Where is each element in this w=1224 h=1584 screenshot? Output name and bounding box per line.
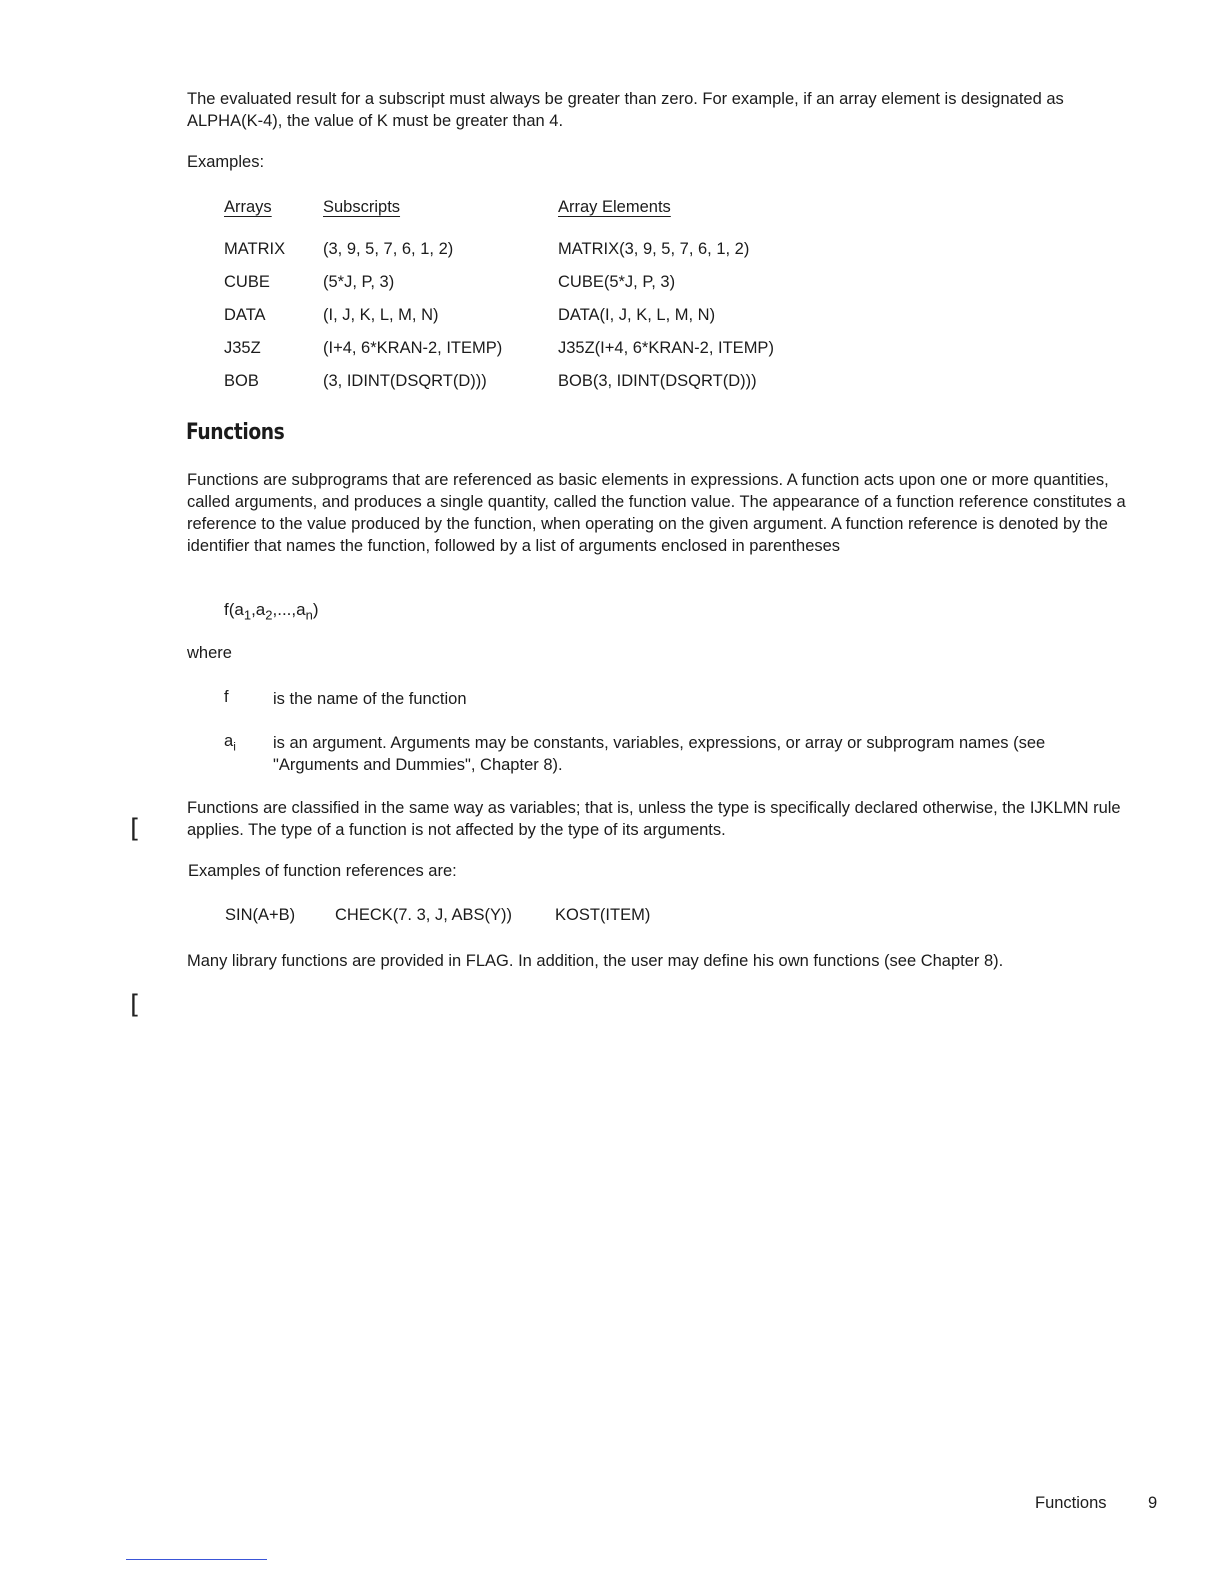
column-header-subscripts: Subscripts	[323, 198, 401, 216]
array-element-cell: CUBE(5*J, P, 3)	[558, 273, 676, 291]
array-element-cell: J35Z(I+4, 6*KRAN-2, ITEMP)	[558, 339, 774, 357]
array-name-cell: MATRIX	[224, 240, 286, 258]
table-row	[224, 337, 844, 359]
where-label: where	[187, 644, 232, 662]
array-element-cell: BOB(3, IDINT(DSQRT(D)))	[558, 372, 757, 390]
function-example: SIN(A+B)	[225, 906, 296, 924]
table-row	[224, 304, 844, 326]
section-heading: Functions	[186, 420, 285, 445]
examples-label: Examples:	[187, 153, 265, 171]
subscript-cell: (3, 9, 5, 7, 6, 1, 2)	[323, 240, 454, 258]
formula-subscript: 1	[243, 607, 252, 623]
array-name-cell: CUBE	[224, 273, 270, 291]
subscript-cell: (I+4, 6*KRAN-2, ITEMP)	[323, 339, 503, 357]
footer-page-number: 9	[1148, 1494, 1158, 1512]
margin-change-mark: [	[130, 990, 141, 1020]
footer-section-title: Functions	[1035, 1494, 1107, 1512]
subscript-cell: (3, IDINT(DSQRT(D)))	[323, 372, 487, 390]
functions-paragraph: Functions are subprograms that are referenced as basic elements in expressions. A function acts upon one or more quantities, called arguments, and produces a single quantity, called the function value. The appearance of a function reference constitutes a reference to the value produced by the function, when operating on the given argument. A function reference is denoted by the identifier that names the function, followed by a list of arguments enclosed in parentheses	[187, 471, 1126, 555]
formula-separator: ,...,a	[272, 600, 306, 619]
definition-term	[224, 732, 236, 753]
array-name-cell: DATA	[224, 306, 266, 324]
table-row	[224, 238, 844, 260]
formula-subscript: 2	[265, 607, 273, 623]
function-example: CHECK(7. 3, J, ABS(Y))	[335, 906, 512, 924]
column-header-array-elements: Array Elements	[558, 198, 671, 216]
table-header-row	[224, 196, 844, 218]
table-row	[224, 271, 844, 293]
array-name-cell: BOB	[224, 372, 259, 390]
table-row	[224, 370, 844, 392]
array-element-cell: DATA(I, J, K, L, M, N)	[558, 306, 716, 324]
column-header-arrays: Arrays	[224, 198, 272, 216]
subscript-cell: (5*J, P, 3)	[323, 273, 395, 291]
formula-separator: ,a	[251, 600, 266, 619]
definition-term-subscript: i	[233, 739, 236, 754]
bottom-rule	[126, 1559, 267, 1560]
array-element-cell: MATRIX(3, 9, 5, 7, 6, 1, 2)	[558, 240, 750, 258]
formula-prefix: f(a	[224, 600, 244, 619]
classification-paragraph: Functions are classified in the same way as variables; that is, unless the type is specifically declared otherwise, the IJKLMN rule applies. The type of a function is not affected by the type of its arguments.	[187, 799, 1121, 839]
definition-text: is the name of the function	[273, 690, 467, 708]
definition-term-base: a	[224, 732, 234, 750]
function-formula	[224, 600, 318, 622]
subscript-cell: (I, J, K, L, M, N)	[323, 306, 439, 324]
definition-text: is an argument. Arguments may be constants, variables, expressions, or array or subprogram names (see "Arguments and Dummies", Chapter 8).	[273, 734, 1046, 774]
margin-change-mark: [	[130, 814, 141, 844]
function-examples-label: Examples of function references are:	[188, 862, 457, 880]
function-examples-line	[225, 906, 725, 928]
formula-suffix: )	[312, 600, 319, 619]
formula-subscript: n	[305, 607, 313, 623]
library-paragraph: Many library functions are provided in FLAG. In addition, the user may define his own functions (see Chapter 8).	[187, 952, 1004, 970]
definition-term: f	[224, 688, 229, 706]
array-name-cell: J35Z	[224, 339, 261, 357]
function-example: KOST(ITEM)	[555, 906, 651, 924]
intro-paragraph: The evaluated result for a subscript must always be greater than zero. For example, if an array element is designated as ALPHA(K-4), the value of K must be greater than 4.	[187, 90, 1064, 130]
